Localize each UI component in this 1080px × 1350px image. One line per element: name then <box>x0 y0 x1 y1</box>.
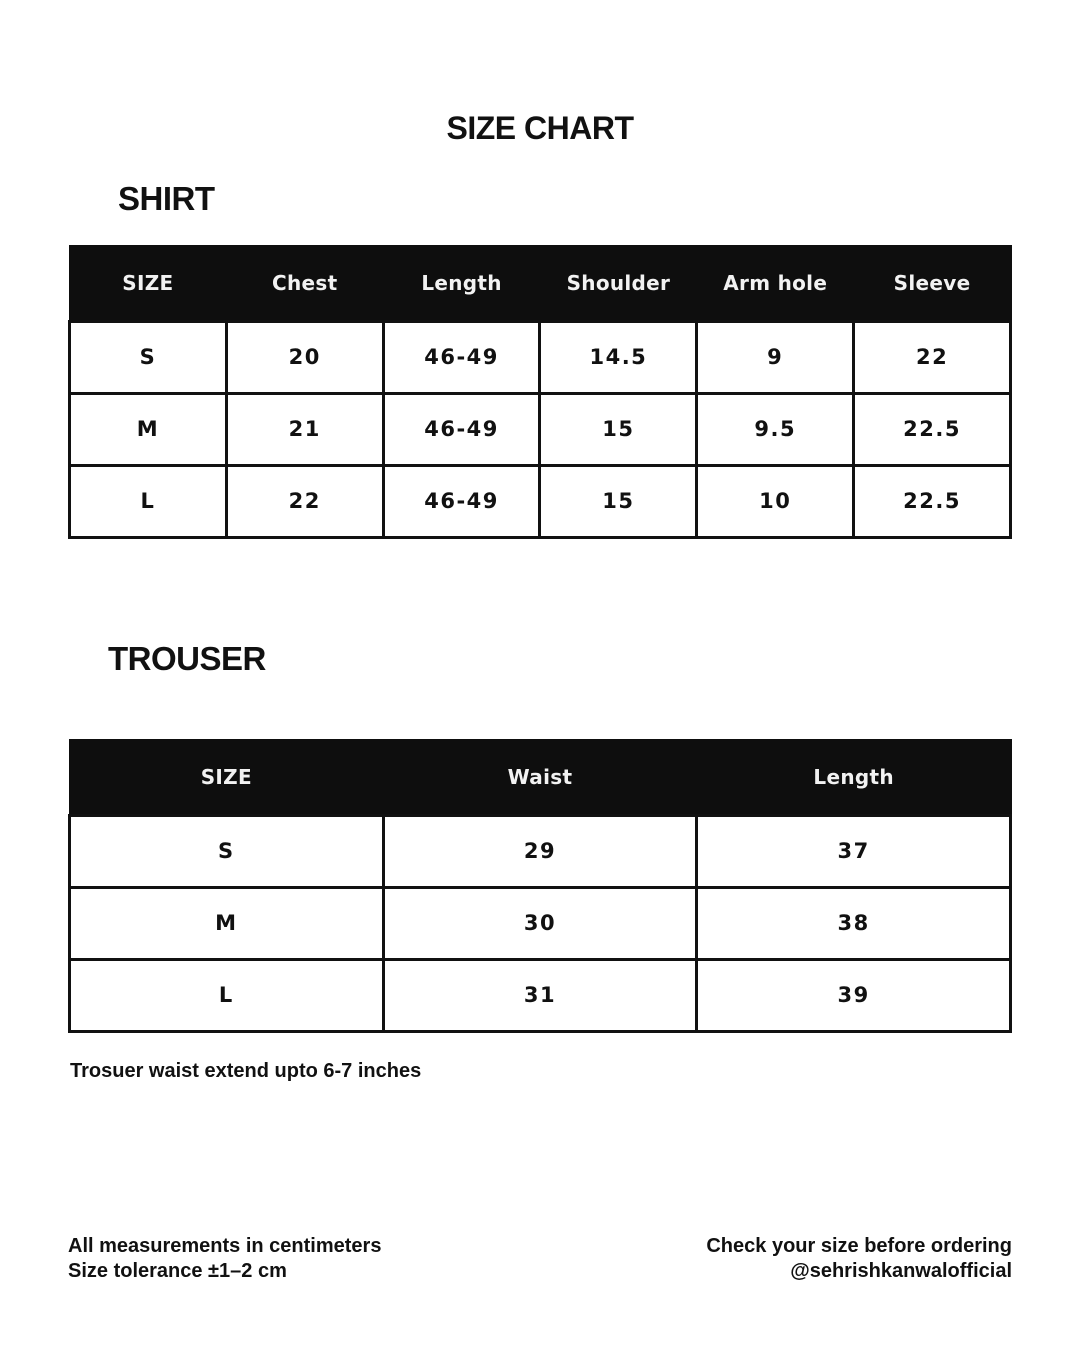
table-cell: 15 <box>540 393 697 465</box>
footer-right <box>706 1234 1012 1284</box>
table-row <box>70 321 1011 393</box>
table-cell: 22 <box>854 321 1011 393</box>
table-row <box>70 959 1011 1031</box>
table-cell: 29 <box>383 815 697 887</box>
table-cell: M <box>70 887 384 959</box>
table-cell: 9 <box>697 321 854 393</box>
table-cell: 22 <box>226 465 383 537</box>
column-header: Length <box>697 740 1011 815</box>
measurement-unit-note: All measurements in centimeters <box>68 1235 382 1257</box>
column-header: Shoulder <box>540 246 697 321</box>
table-cell: 30 <box>383 887 697 959</box>
table-cell: 37 <box>697 815 1011 887</box>
table-cell: 21 <box>226 393 383 465</box>
table-row <box>70 887 1011 959</box>
table-cell: 20 <box>226 321 383 393</box>
table-cell: 22.5 <box>854 465 1011 537</box>
page-title: SIZE CHART <box>446 110 634 146</box>
trouser-size-table <box>68 739 1012 1033</box>
table-cell: 14.5 <box>540 321 697 393</box>
table-cell: L <box>70 465 227 537</box>
table-cell: 46-49 <box>383 393 540 465</box>
footer-left <box>68 1234 381 1284</box>
table-cell: M <box>70 393 227 465</box>
table-cell: 46-49 <box>383 321 540 393</box>
trouser-note: Trosuer waist extend upto 6-7 inches <box>70 1060 422 1082</box>
table-cell: L <box>70 959 384 1031</box>
table-header-row <box>70 740 1011 815</box>
table-cell: 46-49 <box>383 465 540 537</box>
shirt-heading: SHIRT <box>118 180 215 217</box>
table-cell: S <box>70 815 384 887</box>
column-header: Arm hole <box>697 246 854 321</box>
table-cell: S <box>70 321 227 393</box>
table-cell: 22.5 <box>854 393 1011 465</box>
table-cell: 10 <box>697 465 854 537</box>
column-header: Length <box>383 246 540 321</box>
table-cell: 31 <box>383 959 697 1031</box>
column-header: Sleeve <box>854 246 1011 321</box>
column-header: Waist <box>383 740 697 815</box>
table-row <box>70 393 1011 465</box>
column-header: SIZE <box>70 246 227 321</box>
table-cell: 39 <box>697 959 1011 1031</box>
table-cell: 9.5 <box>697 393 854 465</box>
trouser-heading: TROUSER <box>108 640 266 677</box>
table-cell: 38 <box>697 887 1011 959</box>
check-size-note: Check your size before ordering <box>706 1235 1012 1257</box>
table-row <box>70 815 1011 887</box>
column-header: Chest <box>226 246 383 321</box>
table-header-row <box>70 246 1011 321</box>
table-cell: 15 <box>540 465 697 537</box>
tolerance-note: Size tolerance ±1–2 cm <box>68 1260 287 1282</box>
brand-handle: @sehrishkanwalofficial <box>790 1260 1012 1282</box>
shirt-size-table <box>68 245 1012 539</box>
table-row <box>70 465 1011 537</box>
column-header: SIZE <box>70 740 384 815</box>
